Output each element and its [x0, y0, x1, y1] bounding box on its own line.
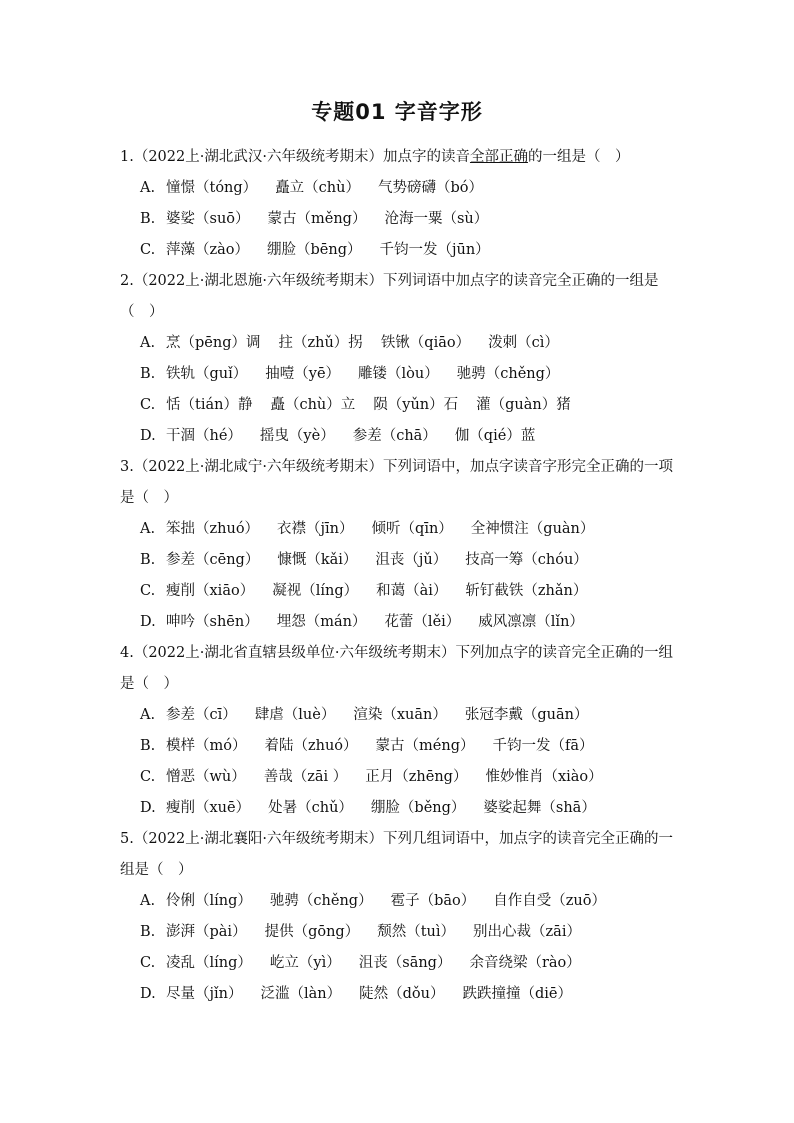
option-a[interactable] — [120, 700, 680, 731]
option-d[interactable] — [120, 793, 680, 824]
option-item: 衣襟（jīn） — [277, 521, 354, 537]
option-letter: A. — [140, 893, 156, 909]
option-item: 矗（chù）立 — [270, 397, 356, 413]
option-letter: D. — [140, 614, 156, 630]
option-item: 自作自受（zuō） — [493, 893, 606, 909]
option-item: 屹立（yì） — [269, 955, 341, 971]
option-item: 烹（pēng）调 — [166, 335, 261, 351]
option-item: 干涸（hé） — [166, 428, 242, 444]
option-item: 笨拙（zhuó） — [166, 521, 260, 537]
option-c[interactable] — [120, 390, 680, 421]
option-item: 慷慨（kǎi） — [277, 552, 358, 568]
option-item: 恬（tián）静 — [166, 397, 253, 413]
option-item: 模样（mó） — [166, 738, 247, 754]
option-letter: A. — [140, 521, 156, 537]
option-item: 倾听（qīn） — [371, 521, 453, 537]
option-item: 泼刺（cì） — [488, 335, 559, 351]
option-a[interactable] — [120, 514, 680, 545]
option-item: 技高一筹（chóu） — [465, 552, 588, 568]
option-item: 铁轨（guǐ） — [166, 366, 248, 382]
question-stem: 1.（2022上·湖北武汉·六年级统考期末）加点字的读音全部正确的一组是（ ） — [120, 149, 630, 165]
option-letter: C. — [140, 769, 156, 785]
option-letter: D. — [140, 428, 156, 444]
option-item: 跌跌撞撞（diē） — [462, 986, 572, 1002]
option-item: 花蕾（lěi） — [384, 614, 461, 630]
option-letter: C. — [140, 955, 156, 971]
option-letter: C. — [140, 397, 156, 413]
option-item: 尽量（jǐn） — [166, 986, 243, 1002]
option-d[interactable] — [120, 607, 680, 638]
question-list — [120, 142, 680, 1010]
option-item: 陨（yǔn）石 — [373, 397, 459, 413]
option-item: 蒙古（méng） — [375, 738, 475, 754]
option-c[interactable] — [120, 576, 680, 607]
question-4 — [120, 638, 680, 824]
option-letter: B. — [140, 366, 156, 382]
option-item: 参差（cī） — [166, 707, 237, 723]
option-item: 千钧一发（jūn） — [379, 242, 490, 258]
option-item: 雹子（bāo） — [390, 893, 476, 909]
option-letter: C. — [140, 583, 156, 599]
option-item: 婆娑（suō） — [166, 211, 250, 227]
option-b[interactable] — [120, 731, 680, 762]
option-item: 正月（zhēng） — [365, 769, 468, 785]
option-letter: B. — [140, 552, 156, 568]
question-2 — [120, 266, 680, 452]
option-item: 伽（qié）蓝 — [454, 428, 536, 444]
option-letter: B. — [140, 211, 156, 227]
question-5 — [120, 824, 680, 1010]
option-item: 萍藻（zào） — [166, 242, 250, 258]
option-item: 伶俐（líng） — [166, 893, 252, 909]
option-item: 沧海一粟（sù） — [384, 211, 489, 227]
option-a[interactable] — [120, 328, 680, 359]
option-item: 全神惯注（guàn） — [470, 521, 595, 537]
option-item: 张冠李戴（guān） — [464, 707, 589, 723]
option-item: 凝视（líng） — [272, 583, 359, 599]
option-item: 和蔼（ài） — [376, 583, 448, 599]
option-item: 雕镂（lòu） — [358, 366, 439, 382]
option-item: 沮丧（jǔ） — [375, 552, 448, 568]
option-c[interactable] — [120, 235, 680, 266]
option-a[interactable] — [120, 886, 680, 917]
option-b[interactable] — [120, 917, 680, 948]
option-item: 呻吟（shēn） — [166, 614, 259, 630]
option-item: 凌乱（líng） — [166, 955, 252, 971]
option-item: 颓然（tuì） — [377, 924, 456, 940]
option-item: 婆娑起舞（shā） — [483, 800, 596, 816]
question-1 — [120, 142, 680, 266]
option-letter: A. — [140, 707, 156, 723]
option-item: 斩钉截铁（zhǎn） — [465, 583, 588, 599]
question-stem: 2.（2022上·湖北恩施·六年级统考期末）下列词语中加点字的读音完全正确的一组是（ ） — [120, 273, 659, 320]
option-item: 陡然（dǒu） — [359, 986, 445, 1002]
option-letter: A. — [140, 335, 156, 351]
option-item: 别出心裁（zāi） — [473, 924, 581, 940]
option-item: 蒙古（měng） — [267, 211, 367, 227]
option-item: 矗立（chù） — [275, 180, 360, 196]
option-item: 绷脸（bēng） — [267, 242, 362, 258]
option-b[interactable] — [120, 545, 680, 576]
option-item: 摇曳（yè） — [259, 428, 335, 444]
option-item: 参差（chā） — [352, 428, 437, 444]
option-letter: D. — [140, 800, 156, 816]
option-item: 余音绕梁（rào） — [469, 955, 581, 971]
option-item: 气势磅礴（bó） — [378, 180, 484, 196]
option-b[interactable] — [120, 359, 680, 390]
option-item: 憎恶（wù） — [166, 769, 246, 785]
option-c[interactable] — [120, 762, 680, 793]
question-stem: 4.（2022上·湖北省直辖县级单位·六年级统考期末）下列加点字的读音完全正确的一组是（ ） — [120, 645, 673, 692]
option-item: 参差（cēng） — [166, 552, 260, 568]
option-item: 千钧一发（fā） — [492, 738, 594, 754]
option-d[interactable] — [120, 421, 680, 452]
question-3 — [120, 452, 680, 638]
option-c[interactable] — [120, 948, 680, 979]
option-item: 驰骋（chěng） — [456, 366, 560, 382]
option-item: 拄（zhǔ）拐 — [278, 335, 363, 351]
option-item: 抽噎（yē） — [265, 366, 341, 382]
option-letter: C. — [140, 242, 156, 258]
option-d[interactable] — [120, 979, 680, 1010]
option-item: 绷脸（běng） — [370, 800, 466, 816]
option-item: 澎湃（pài） — [166, 924, 247, 940]
underlined-phrase: 全部正确 — [469, 149, 528, 165]
option-letter: B. — [140, 738, 156, 754]
option-item: 驰骋（chěng） — [269, 893, 373, 909]
page-title: 专题01 字音字形 — [311, 100, 483, 124]
option-letter: D. — [140, 986, 156, 1002]
option-item: 渲染（xuān） — [353, 707, 447, 723]
option-b[interactable] — [120, 204, 680, 235]
option-item: 惟妙惟肖（xiào） — [485, 769, 603, 785]
question-stem: 5.（2022上·湖北襄阳·六年级统考期末）下列几组词语中，加点字的读音完全正确的一组是（ ） — [120, 831, 673, 878]
option-item: 瘦削（xiāo） — [166, 583, 255, 599]
option-a[interactable] — [120, 173, 680, 204]
option-item: 泛滥（làn） — [260, 986, 342, 1002]
option-item: 善哉（zāi ） — [263, 769, 348, 785]
option-item: 瘦削（xuē） — [166, 800, 251, 816]
option-item: 提供（gōng） — [264, 924, 360, 940]
option-item: 沮丧（sāng） — [358, 955, 452, 971]
option-item: 埋怨（mán） — [276, 614, 367, 630]
option-item: 铁锹（qiāo） — [380, 335, 471, 351]
option-item: 着陆（zhuó） — [264, 738, 358, 754]
option-item: 肆虐（luè） — [254, 707, 336, 723]
option-letter: A. — [140, 180, 156, 196]
option-item: 灌（guàn）猪 — [476, 397, 571, 413]
option-item: 处暑（chǔ） — [268, 800, 353, 816]
question-stem: 3.（2022上·湖北咸宁·六年级统考期末）下列词语中，加点字读音字形完全正确的一项是（ ） — [120, 459, 673, 506]
option-letter: B. — [140, 924, 156, 940]
option-item: 憧憬（tóng） — [166, 180, 258, 196]
option-item: 威风凛凛（lǐn） — [478, 614, 584, 630]
